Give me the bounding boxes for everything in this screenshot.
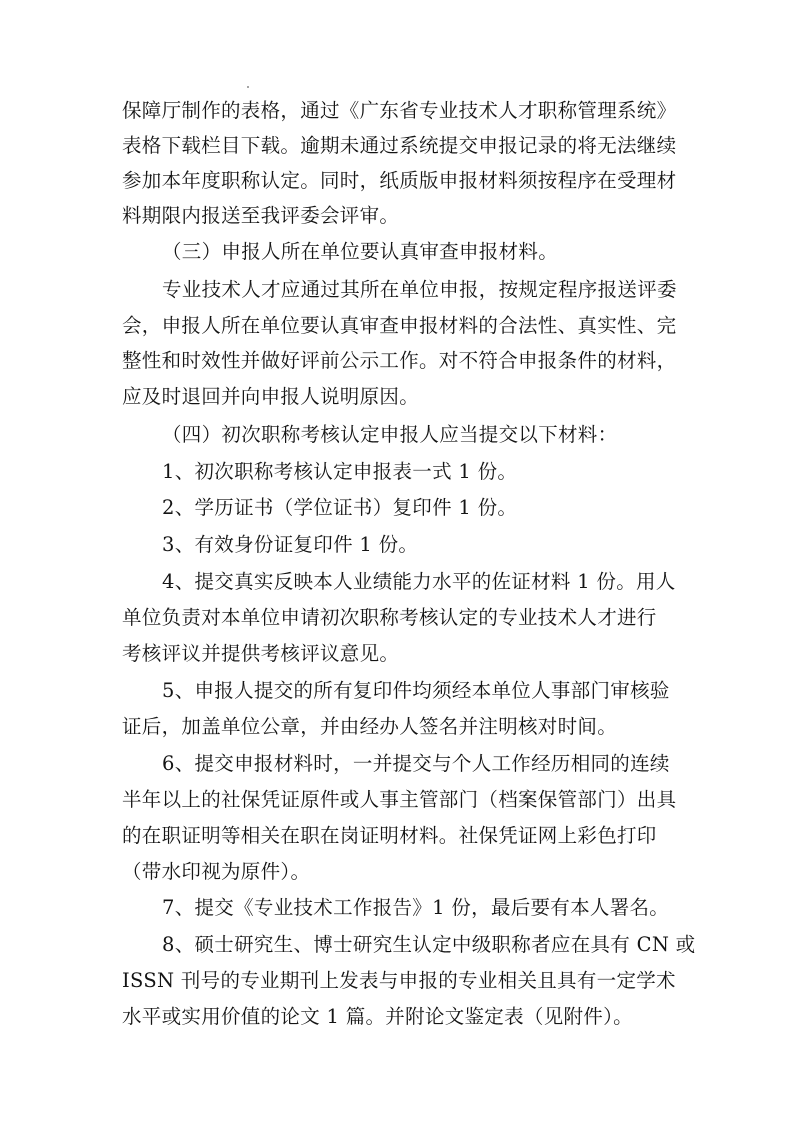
list-item-3: 3、有效身份证复印件 1 份。 [162,533,419,556]
scan-speck [247,86,249,88]
text-line: 保障厅制作的表格，通过《广东省专业技术人才职称管理系统》 [122,99,677,122]
text-line: 会，申报人所在单位要认真审查申报材料的合法性、真实性、完 [122,314,677,337]
text-line: 水平或实用价值的论文 1 篇。并附论文鉴定表（见附件）。 [122,1005,633,1028]
section-heading-4: （四）初次职称考核认定申报人应当提交以下材料： [162,423,618,446]
text-line: 证后，加盖单位公章，并由经办人签名并注明核对时间。 [122,715,618,738]
text-line: 表格下载栏目下载。逾期未通过系统提交申报记录的将无法继续 [122,134,677,157]
list-item-5: 5、申报人提交的所有复印件均须经本单位人事部门审核验 [162,679,670,702]
text-line: 料期限内报送至我评委会评审。 [122,204,400,227]
text-line: 半年以上的社保凭证原件或人事主管部门（档案保管部门）出具 [122,788,677,811]
text-line: 应及时退回并向申报人说明原因。 [122,385,420,408]
text-line: （带水印视为原件）。 [122,860,311,883]
list-item-4: 4、提交真实反映本人业绩能力水平的佐证材料 1 份。用人 [162,570,676,593]
text-line: 专业技术人才应通过其所在单位申报，按规定程序报送评委 [162,278,677,301]
list-item-7: 7、提交《专业技术工作报告》1 份，最后要有本人署名。 [162,896,670,919]
list-item-2: 2、学历证书（学位证书）复印件 1 份。 [162,496,518,519]
list-item-8: 8、硕士研究生、博士研究生认定中级职称者应在具有 CN 或 [162,933,696,956]
text-line: 整性和时效性并做好评前公示工作。对不符合申报条件的材料， [122,349,677,372]
list-item-1: 1、初次职称考核认定申报表一式 1 份。 [162,460,518,483]
text-line: 参加本年度职称认定。同时，纸质版申报材料须按程序在受理材 [122,169,677,192]
text-line: ISSN 刊号的专业期刊上发表与申报的专业相关且具有一定学术 [122,969,676,992]
section-heading-3: （三）申报人所在单位要认真审查申报材料。 [162,240,559,263]
text-line: 考核评议并提供考核评议意见。 [122,642,400,665]
list-item-6: 6、提交申报材料时，一并提交与个人工作经历相同的连续 [162,752,670,775]
text-line: 单位负责对本单位申请初次职称考核认定的专业技术人才进行 [122,606,657,629]
text-line: 的在职证明等相关在职在岗证明材料。社保凭证网上彩色打印 [122,824,657,847]
